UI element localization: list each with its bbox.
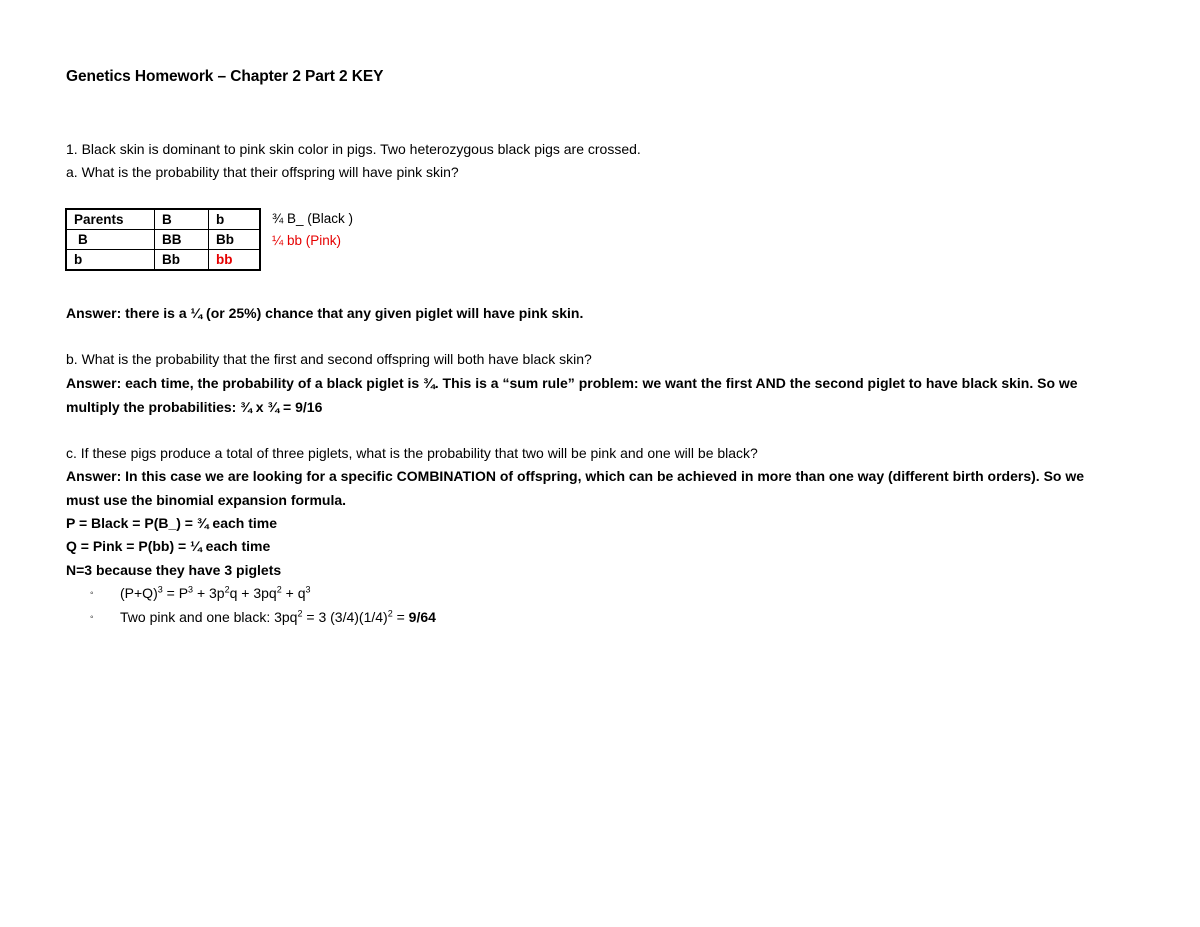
punnett-cell: B	[155, 209, 209, 230]
two-pink-middle: = 3 (3/4)(1/4)	[302, 609, 388, 625]
formula-lhs: (P+Q)	[120, 585, 158, 601]
formula-part: + 3p	[193, 585, 225, 601]
exponent: 2	[224, 584, 230, 595]
answer-b-line-1: Answer: each time, the probability of a black piglet is ¾. This is a “sum rule” problem: we want the first AND the second piglet to have black skin. So we	[66, 375, 1078, 391]
two-pink-eq: =	[392, 609, 409, 625]
question-1a: a. What is the probability that their offspring will have pink skin?	[66, 164, 459, 180]
formula-part: = P	[162, 585, 189, 601]
punnett-cell-highlight: bb	[209, 250, 261, 271]
exponent: 2	[387, 608, 393, 619]
question-1c: c. If these pigs produce a total of three piglets, what is the probability that two will be pink and one will be black?	[66, 445, 758, 461]
punnett-square	[65, 208, 261, 271]
two-pink-label: Two pink and one black: 3pq	[120, 609, 298, 625]
exponent: 2	[297, 608, 303, 619]
punnett-cell: Bb	[155, 250, 209, 271]
q-definition: Q = Pink = P(bb) = ¼ each time	[66, 538, 271, 554]
page-title: Genetics Homework – Chapter 2 Part 2 KEY	[66, 68, 384, 85]
punnett-cell: b	[66, 250, 155, 271]
exponent: 2	[276, 584, 282, 595]
punnett-cell: Parents	[66, 209, 155, 230]
answer-b-line-2: multiply the probabilities: ¾ x ¾ = 9/16	[66, 399, 323, 415]
exponent: 3	[157, 584, 163, 595]
punnett-cell: b	[209, 209, 261, 230]
punnett-header-row	[66, 209, 260, 230]
two-pink-bullet	[90, 608, 436, 627]
punnett-cell: Bb	[209, 230, 261, 250]
question-1-intro: 1. Black skin is dominant to pink skin color in pigs. Two heterozygous black pigs are crossed.	[66, 141, 641, 157]
p-definition: P = Black = P(B_) = ¾ each time	[66, 515, 278, 531]
punnett-cell: B	[66, 230, 155, 250]
bullet-marker: ◦	[90, 588, 94, 600]
answer-c-line-2: must use the binomial expansion formula.	[66, 492, 347, 508]
bullet-marker: ◦	[90, 612, 94, 624]
exponent: 3	[188, 584, 194, 595]
formula-part: + q	[281, 585, 306, 601]
question-1b: b. What is the probability that the first and second offspring will both have black skin?	[66, 351, 592, 367]
ratio-pink: ¼ bb (Pink)	[272, 233, 342, 248]
n-definition: N=3 because they have 3 piglets	[66, 562, 282, 578]
exponent: 3	[305, 584, 311, 595]
punnett-row	[66, 250, 260, 271]
formula-bullet	[90, 584, 311, 603]
punnett-row	[66, 230, 260, 250]
answer-a: Answer: there is a ¼ (or 25%) chance that any given piglet will have pink skin.	[66, 305, 584, 321]
ratio-black: ¾ B_ (Black )	[272, 211, 354, 226]
two-pink-result: 9/64	[408, 609, 436, 625]
punnett-cell: BB	[155, 230, 209, 250]
answer-c-line-1: Answer: In this case we are looking for a specific COMBINATION of offspring, which can be achieved in more than one way (different birth orders). So we	[66, 468, 1085, 484]
formula-part: q + 3pq	[229, 585, 277, 601]
